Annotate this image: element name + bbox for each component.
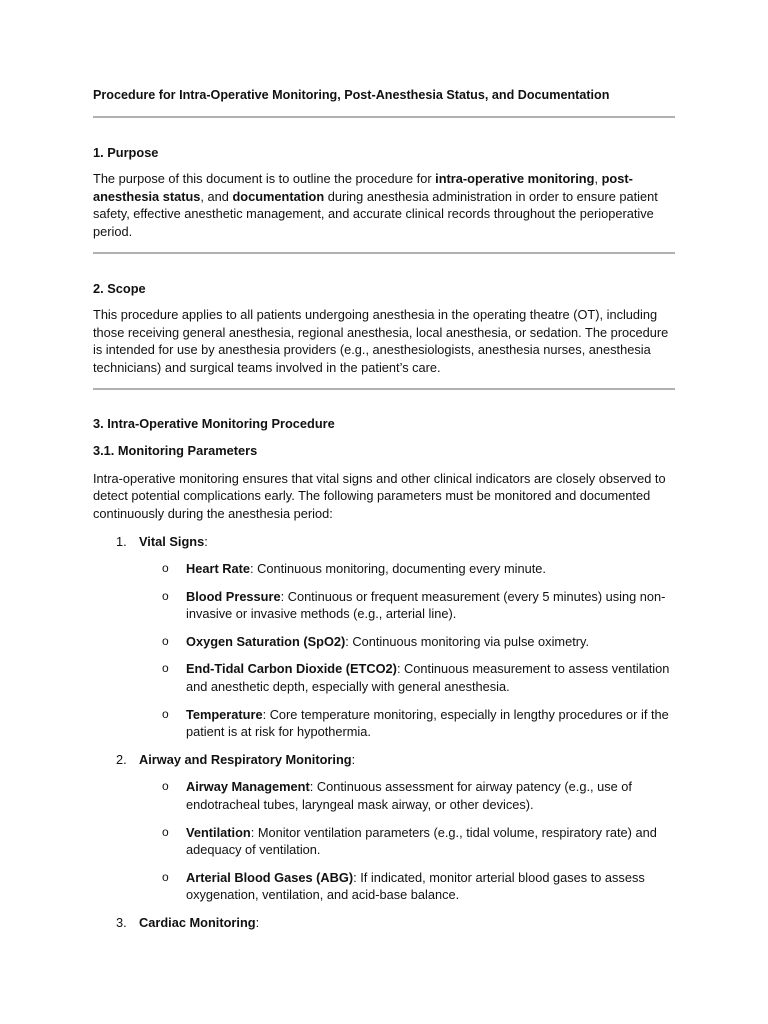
list-item-colon: :	[255, 915, 260, 930]
bullet-marker: o	[162, 706, 169, 721]
bullet-list-item	[93, 660, 675, 695]
bullet-text: : Continuous monitoring via pulse oximetry.	[345, 633, 590, 649]
bullet-label: Airway Management	[186, 779, 310, 795]
list-item-heading	[139, 751, 675, 769]
bullet-label: Temperature	[186, 706, 263, 722]
bullet-text: : Monitor ventilation parameters (e.g., tidal volume, respiratory rate) and adequacy of ventilation.	[186, 824, 657, 858]
bullet-text: : Core temperature monitoring, especially in lengthy procedures or if the patient is at risk for hypothermia.	[186, 706, 669, 740]
list-item-heading	[139, 914, 675, 932]
numbered-list-item	[93, 533, 675, 551]
bullet-label: Ventilation	[186, 824, 251, 840]
bullet-list-item	[93, 633, 675, 651]
numbered-list-item	[93, 751, 675, 769]
bullet-list-item	[93, 778, 675, 813]
bullet-marker: o	[162, 779, 169, 794]
divider	[93, 252, 675, 254]
purpose-emphasis: documentation	[232, 188, 325, 204]
list-item-label: Airway and Respiratory Monitoring	[139, 751, 352, 767]
document-body	[93, 87, 675, 932]
bullet-label: Arterial Blood Gases (ABG)	[186, 869, 354, 885]
list-number: 1.	[116, 533, 127, 549]
section3-intro: Intra-operative monitoring ensures that vital signs and other clinical indicators are closely observed to detect potential complications early. The following parameters must be monitored and documented continuously during the anesthesia period:	[93, 470, 666, 521]
scope-paragraph: This procedure applies to all patients undergoing anesthesia in the operating theatre (OT), including those receiving general anesthesia, regional anesthesia, local anesthesia, or sedation. The procedure is intended for use by anesthesia providers (e.g., anesthesiologists, anesthesia nurses, anesthesia technicians) and surgical teams involved in the patient’s care.	[93, 307, 669, 375]
bullet-label: Heart Rate	[186, 561, 251, 577]
purpose-text: during anesthesia administration in order to ensure patient safety, effective anesthetic management, and accurate clinical records throughout the perioperative period.	[93, 188, 658, 239]
bullet-marker: o	[162, 869, 169, 884]
bullet-label: Oxygen Saturation (SpO2)	[186, 633, 346, 649]
bullet-list-item	[93, 706, 675, 741]
bullet-marker: o	[162, 588, 169, 603]
bullet-list-item	[93, 824, 675, 859]
bullet-marker: o	[162, 824, 169, 839]
bullet-label: End-Tidal Carbon Dioxide (ETCO2)	[186, 661, 397, 677]
bullet-sublist	[93, 560, 675, 741]
bullet-text: : Continuous or frequent measurement (every 5 minutes) using non-invasive or invasive methods (e.g., arterial line).	[186, 588, 666, 622]
bullet-marker: o	[162, 633, 169, 648]
section3-1-heading: 3.1. Monitoring Parameters	[93, 443, 258, 459]
purpose-text: The purpose of this document is to outline the procedure for	[93, 171, 436, 187]
bullet-marker: o	[162, 661, 169, 676]
divider	[93, 388, 675, 390]
list-number: 3.	[116, 915, 127, 930]
purpose-emphasis: post-anesthesia status	[93, 171, 633, 204]
divider	[93, 116, 675, 118]
list-item-heading	[139, 533, 675, 551]
list-item-label: Vital Signs	[139, 533, 205, 549]
numbered-list-item	[93, 914, 675, 932]
bullet-list-item	[93, 869, 675, 904]
list-item-label: Cardiac Monitoring	[139, 915, 256, 930]
bullet-sublist	[93, 778, 675, 904]
purpose-paragraph	[93, 170, 675, 240]
monitoring-parameters-list	[93, 533, 675, 932]
list-item-colon: :	[204, 533, 208, 549]
list-number: 2.	[116, 751, 127, 767]
bullet-text: : Continuous assessment for airway patency (e.g., use of endotracheal tubes, laryngeal mask airway, or other devices).	[186, 779, 632, 813]
bullet-text: : If indicated, monitor arterial blood gases to assess oxygenation, ventilation, and acid-base balance.	[186, 869, 645, 903]
bullet-text: : Continuous measurement to assess ventilation and anesthetic depth, especially with general anesthesia.	[186, 661, 670, 695]
bullet-marker: o	[162, 561, 169, 576]
purpose-heading: 1. Purpose	[93, 144, 159, 160]
bullet-list-item	[93, 560, 675, 578]
bullet-list-item	[93, 588, 675, 623]
bullet-label: Blood Pressure	[186, 588, 281, 604]
document-title: Procedure for Intra-Operative Monitoring, Post-Anesthesia Status, and Documentation	[93, 88, 610, 102]
purpose-text: , and	[200, 188, 233, 204]
list-item-colon: :	[351, 751, 356, 767]
purpose-emphasis: intra-operative monitoring	[435, 171, 595, 187]
purpose-text: ,	[594, 171, 602, 187]
scope-heading: 2. Scope	[93, 280, 146, 296]
section3-heading: 3. Intra-Operative Monitoring Procedure	[93, 415, 335, 431]
bullet-text: : Continuous monitoring, documenting every minute.	[250, 561, 546, 577]
